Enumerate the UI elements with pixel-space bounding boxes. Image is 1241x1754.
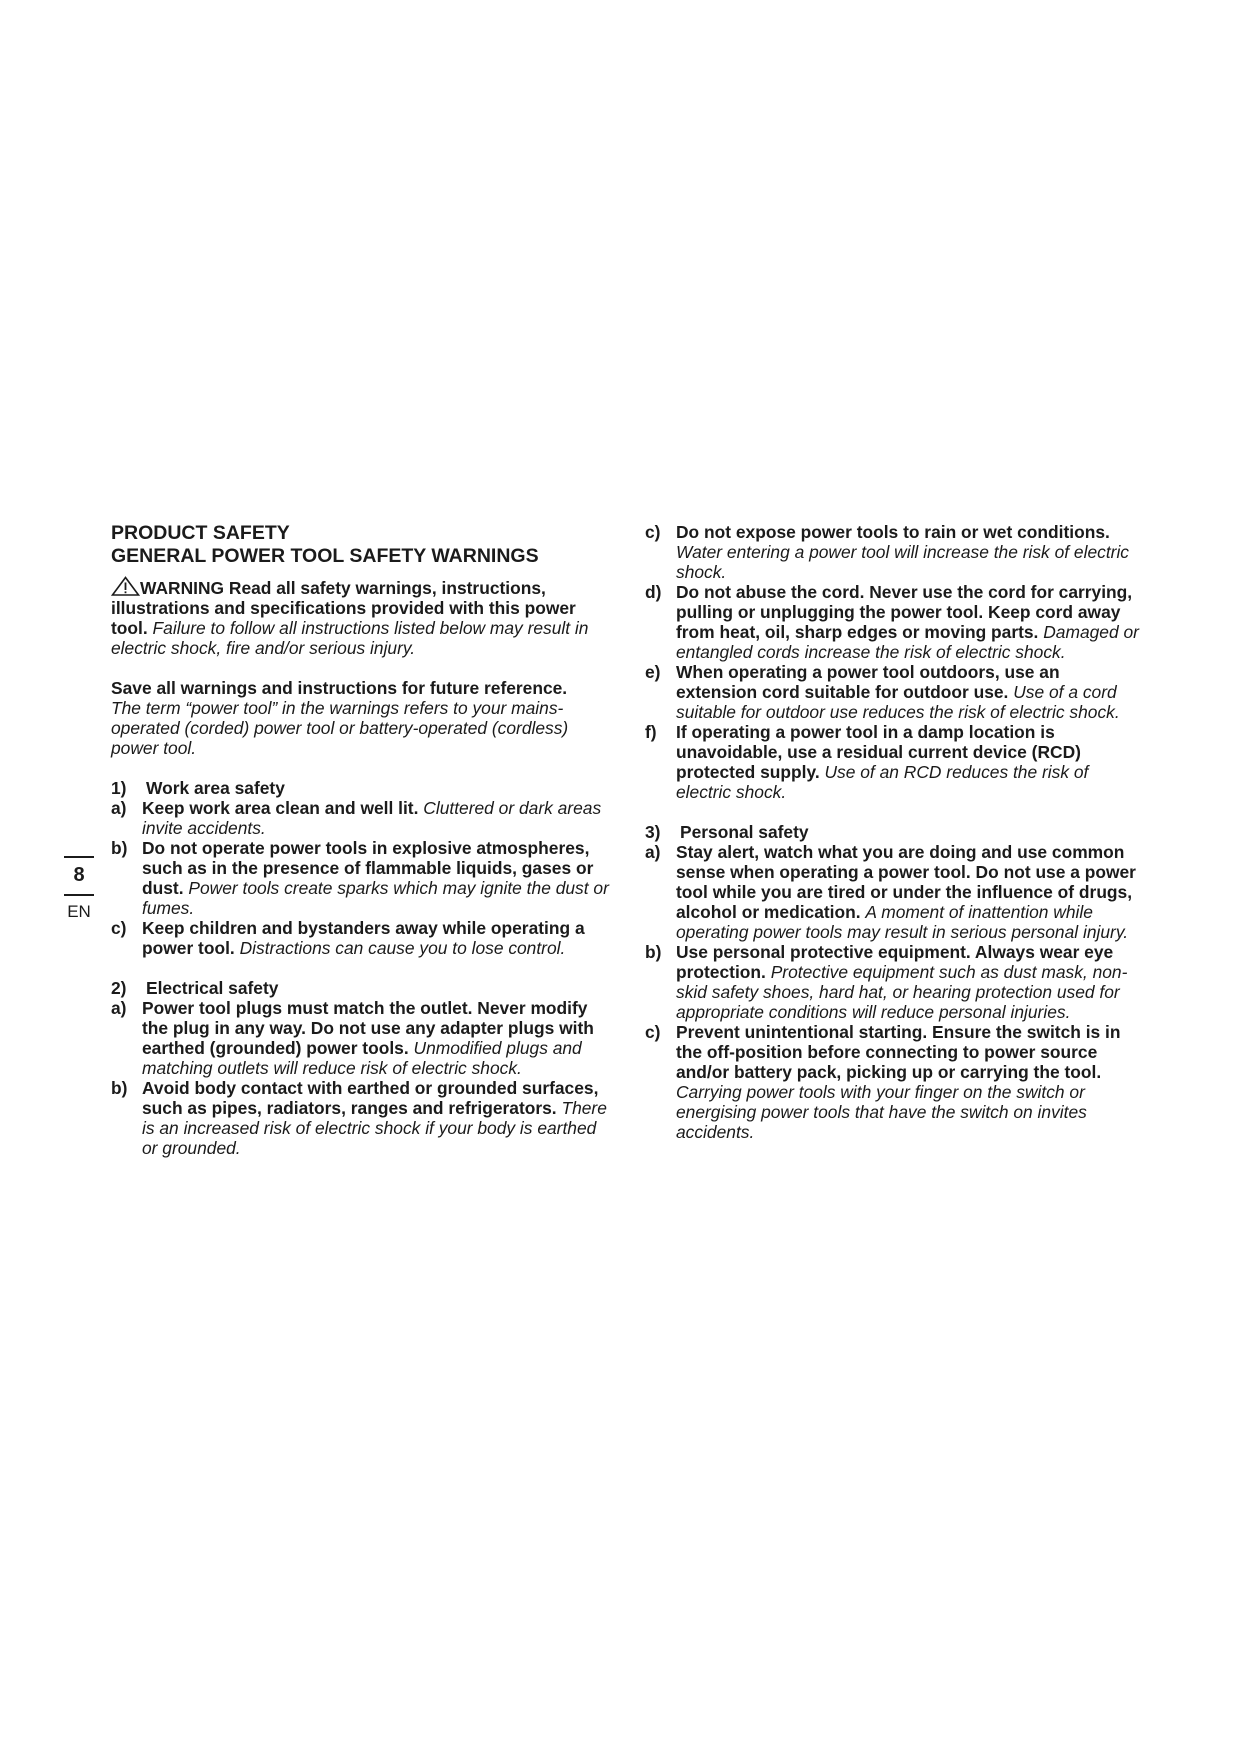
section-3-heading bbox=[645, 822, 1145, 842]
warning-bold-text: WARNING Read all safety warnings, instructions, illustrations and specifications provided with this power tool. bbox=[111, 578, 576, 638]
section-1-number: 1) bbox=[111, 778, 127, 798]
heading-general-warnings: GENERAL POWER TOOL SAFETY WARNINGS bbox=[111, 545, 539, 567]
right-column bbox=[645, 522, 1145, 1142]
section-3-number: 3) bbox=[645, 822, 661, 842]
item-italic-text: Water entering a power tool will increase the risk of electric shock. bbox=[676, 542, 1129, 582]
item-bold-text: Stay alert, watch what you are doing and use common sense when operating a power tool. Do not use a power tool while you are tired or under the influence of drugs, alcohol or medication. bbox=[676, 842, 1136, 922]
section-2-heading bbox=[111, 978, 611, 998]
section-3-title: Personal safety bbox=[680, 822, 809, 842]
section-2-title: Electrical safety bbox=[146, 978, 279, 998]
item-label: a) bbox=[111, 798, 127, 818]
page-number: 8 bbox=[73, 864, 85, 886]
item-label: f) bbox=[645, 722, 657, 742]
item-bold-text: Do not expose power tools to rain or wet conditions. bbox=[676, 522, 1110, 542]
item-bold-text: Use personal protective equipment. Always wear eye protection. bbox=[676, 942, 1114, 982]
list-item bbox=[645, 582, 1145, 662]
item-bold-text: Power tool plugs must match the outlet. Never modify the plug in any way. Do not use any adapter plugs with earthed (grounded) power tools. bbox=[142, 998, 594, 1058]
item-bold-text: Avoid body contact with earthed or grounded surfaces, such as pipes, radiators, ranges and refrigerators. bbox=[142, 1078, 599, 1118]
item-italic-text: Cluttered or dark areas invite accidents. bbox=[142, 798, 602, 838]
list-item bbox=[645, 722, 1145, 802]
item-italic-text: A moment of inattention while operating power tools may result in serious personal injury. bbox=[676, 902, 1129, 942]
item-bold-text: If operating a power tool in a damp location is unavoidable, use a residual current device (RCD) protected supply. bbox=[676, 722, 1081, 782]
item-label: c) bbox=[645, 522, 661, 542]
page-marker-rule-bottom bbox=[64, 894, 94, 896]
item-italic-text: Unmodified plugs and matching outlets will reduce risk of electric shock. bbox=[142, 1038, 582, 1078]
page-marker bbox=[64, 856, 94, 922]
list-item bbox=[645, 1022, 1145, 1142]
list-item bbox=[645, 662, 1145, 722]
item-italic-text: Protective equipment such as dust mask, non-skid safety shoes, hard hat, or hearing protection used for appropriate conditions will reduce personal injuries. bbox=[676, 962, 1128, 1022]
item-label: a) bbox=[645, 842, 661, 862]
save-paragraph bbox=[111, 678, 611, 758]
section-2-number: 2) bbox=[111, 978, 127, 998]
item-label: b) bbox=[111, 838, 128, 858]
save-italic-text: The term “power tool” in the warnings refers to your mains-operated (corded) power tool or battery-operated (cordless) power tool. bbox=[111, 698, 569, 758]
warning-italic-text: Failure to follow all instructions listed below may result in electric shock, fire and/or serious injury. bbox=[111, 618, 589, 658]
item-label: b) bbox=[111, 1078, 128, 1098]
warning-triangle-icon bbox=[111, 576, 140, 596]
item-label: e) bbox=[645, 662, 661, 682]
list-item bbox=[111, 998, 611, 1078]
item-bold-text: Do not operate power tools in explosive atmospheres, such as in the presence of flammable liquids, gases or dust. bbox=[142, 838, 594, 898]
item-italic-text: Power tools create sparks which may ignite the dust or fumes. bbox=[142, 878, 609, 918]
list-item bbox=[111, 1078, 611, 1158]
item-label: d) bbox=[645, 582, 662, 602]
item-label: c) bbox=[111, 918, 127, 938]
item-label: b) bbox=[645, 942, 662, 962]
list-item bbox=[645, 522, 1145, 582]
page-marker-rule-top bbox=[64, 856, 94, 858]
warning-paragraph bbox=[111, 576, 611, 658]
item-bold-text: When operating a power tool outdoors, use an extension cord suitable for outdoor use. bbox=[676, 662, 1060, 702]
item-label: a) bbox=[111, 998, 127, 1018]
item-bold-text: Prevent unintentional starting. Ensure the switch is in the off-position before connecting to power source and/or battery pack, picking up or carrying the tool. bbox=[676, 1022, 1121, 1082]
section-1-title: Work area safety bbox=[146, 778, 285, 798]
save-bold-text: Save all warnings and instructions for future reference. bbox=[111, 678, 568, 698]
item-bold-text: Keep work area clean and well lit. bbox=[142, 798, 419, 818]
item-italic-text: There is an increased risk of electric shock if your body is earthed or grounded. bbox=[142, 1098, 607, 1158]
language-code: EN bbox=[67, 902, 91, 921]
item-italic-text: Use of an RCD reduces the risk of electric shock. bbox=[676, 762, 1089, 802]
item-label: c) bbox=[645, 1022, 661, 1042]
item-italic-text: Damaged or entangled cords increase the risk of electric shock. bbox=[676, 622, 1139, 662]
section-1-heading bbox=[111, 778, 611, 798]
list-item bbox=[111, 918, 611, 958]
list-item bbox=[111, 838, 611, 918]
list-item bbox=[111, 798, 611, 838]
item-italic-text: Carrying power tools with your finger on the switch or energising power tools that have the switch on invites accidents. bbox=[676, 1082, 1087, 1142]
item-italic-text: Use of a cord suitable for outdoor use reduces the risk of electric shock. bbox=[676, 682, 1120, 722]
item-bold-text: Keep children and bystanders away while operating a power tool. bbox=[142, 918, 585, 958]
list-item bbox=[645, 842, 1145, 942]
heading-product-safety: PRODUCT SAFETY bbox=[111, 522, 290, 544]
left-column bbox=[111, 522, 611, 1158]
item-bold-text: Do not abuse the cord. Never use the cord for carrying, pulling or unplugging the power tool. Keep cord away from heat, oil, sharp edges or moving parts. bbox=[676, 582, 1133, 642]
item-italic-text: Distractions can cause you to lose control. bbox=[239, 938, 566, 958]
list-item bbox=[645, 942, 1145, 1022]
